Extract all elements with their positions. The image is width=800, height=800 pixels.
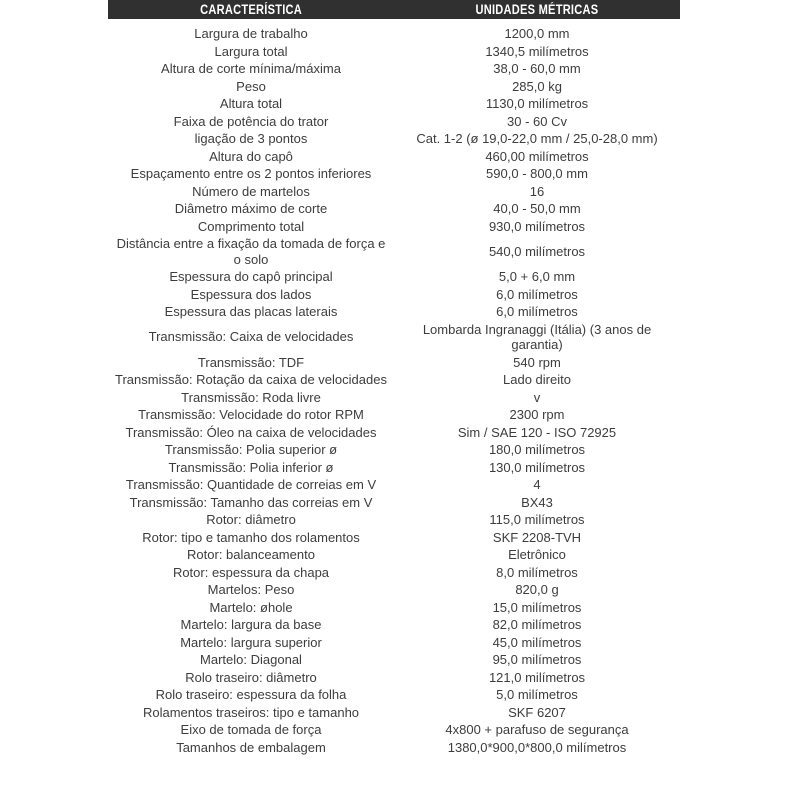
characteristic-cell: Martelo: largura superior: [180, 634, 322, 650]
value-cell: 2300 rpm: [509, 407, 565, 422]
table-row: [108, 529, 680, 547]
value-cell: 121,0 milímetros: [488, 669, 586, 685]
value-cell: 30 - 60 Cv: [507, 113, 567, 129]
value-cell: 1200,0 mm: [504, 26, 570, 41]
table-row: [108, 721, 680, 739]
table-header-row: [108, 0, 680, 19]
characteristic-cell: Martelos: Peso: [207, 582, 295, 597]
table-row: [108, 95, 680, 113]
header-characteristic: [108, 0, 394, 19]
table-row: [108, 371, 680, 389]
value-cell: 130,0 milímetros: [488, 459, 586, 475]
characteristic-cell: ligação de 3 pontos: [194, 131, 308, 146]
characteristic-cell: Espessura das placas laterais: [164, 304, 338, 319]
table-row: [108, 406, 680, 424]
value-cell: 8,0 milímetros: [496, 564, 578, 580]
table-row: [108, 200, 680, 218]
characteristic-cell: Eixo de tomada de força: [180, 722, 322, 737]
value-cell: 1340,5 milímetros: [485, 43, 589, 59]
characteristic-cell: Rotor: diâmetro: [206, 512, 296, 527]
characteristic-cell: Rolo traseiro: diâmetro: [185, 669, 317, 685]
table-row: [108, 113, 680, 131]
value-cell: Eletrônico: [508, 547, 566, 562]
value-cell: 5,0 + 6,0 mm: [498, 269, 576, 284]
characteristic-cell: Rolamentos traseiros: tipo e tamanho: [142, 704, 360, 720]
value-cell: 285,0 kg: [512, 78, 562, 94]
value-cell: 38,0 - 60,0 mm: [493, 61, 581, 76]
table-row: [108, 546, 680, 564]
table-row: [108, 494, 680, 512]
table-row: [108, 651, 680, 669]
table-row: [108, 581, 680, 599]
characteristic-cell: Diâmetro máximo de corte: [174, 201, 328, 216]
table-row: [108, 354, 680, 372]
table-row: [108, 165, 680, 183]
value-cell: 460,00 milímetros: [485, 148, 589, 164]
spec-table-body: [108, 19, 680, 756]
characteristic-cell: Martelo: øhole: [209, 599, 293, 615]
header-characteristic-label: CARACTERÍSTICA: [200, 2, 302, 17]
characteristic-cell: Faixa de potência do trator: [173, 113, 329, 129]
value-cell: 1380,0*900,0*800,0 milímetros: [447, 739, 627, 755]
table-row: [108, 441, 680, 459]
characteristic-cell: Distância entre a fixação da tomada de força e o solo: [116, 236, 386, 267]
table-row: [108, 218, 680, 236]
characteristic-cell: Largura de trabalho: [194, 26, 308, 41]
table-row: [108, 424, 680, 442]
table-row: [108, 60, 680, 78]
value-cell: 590,0 - 800,0 mm: [486, 166, 588, 181]
value-cell: 15,0 milímetros: [492, 599, 582, 615]
characteristic-cell: Altura de corte mínima/máxima: [161, 61, 341, 76]
table-row: [108, 235, 680, 268]
value-cell: 930,0 milímetros: [488, 218, 586, 234]
spec-table: [108, 0, 680, 756]
characteristic-cell: Comprimento total: [197, 218, 305, 234]
value-cell: Cat. 1-2 (ø 19,0-22,0 mm / 25,0-28,0 mm): [416, 131, 658, 146]
table-row: [108, 183, 680, 201]
table-row: [108, 43, 680, 61]
value-cell: 115,0 milímetros: [489, 512, 585, 527]
characteristic-cell: Espessura do capô principal: [169, 269, 333, 284]
table-row: [108, 459, 680, 477]
characteristic-cell: Espaçamento entre os 2 pontos inferiores: [130, 166, 372, 181]
value-cell: v: [533, 389, 541, 405]
table-row: [108, 669, 680, 687]
value-cell: 6,0 milímetros: [496, 286, 578, 302]
table-row: [108, 686, 680, 704]
value-cell: SKF 6207: [508, 704, 566, 720]
characteristic-cell: Martelo: Diagonal: [200, 652, 302, 667]
value-cell: 40,0 - 50,0 mm: [493, 201, 581, 216]
value-cell: 95,0 milímetros: [492, 652, 582, 667]
characteristic-cell: Tamanhos de embalagem: [176, 739, 326, 755]
value-cell: 6,0 milímetros: [496, 304, 578, 319]
table-row: [108, 389, 680, 407]
value-cell: 540 rpm: [513, 354, 561, 370]
characteristic-cell: Transmissão: Tamanho das correias em V: [129, 494, 373, 510]
table-row: [108, 78, 680, 96]
table-row: [108, 616, 680, 634]
table-row: [108, 303, 680, 321]
characteristic-cell: Transmissão: Óleo na caixa de velocidades: [125, 424, 377, 440]
value-cell: 16: [529, 183, 545, 199]
characteristic-cell: Largura total: [214, 43, 288, 59]
value-cell: Lado direito: [503, 372, 571, 387]
characteristic-cell: Transmissão: Caixa de velocidades: [148, 329, 354, 345]
table-row: [108, 476, 680, 494]
characteristic-cell: Transmissão: Roda livre: [181, 389, 321, 405]
characteristic-cell: Rolo traseiro: espessura da folha: [155, 687, 347, 702]
value-cell: SKF 2208-TVH: [492, 529, 582, 545]
value-cell: 4: [533, 477, 541, 492]
characteristic-cell: Transmissão: Polia inferior ø: [168, 459, 334, 475]
value-cell: 5,0 milímetros: [496, 687, 578, 702]
value-cell: 82,0 milímetros: [492, 617, 582, 632]
header-metric-units-label: UNIDADES MÉTRICAS: [475, 2, 599, 17]
header-metric-units: [394, 0, 680, 19]
table-row: [108, 130, 680, 148]
characteristic-cell: Altura total: [219, 96, 283, 111]
value-cell: BX43: [521, 494, 553, 510]
table-row: [108, 148, 680, 166]
characteristic-cell: Número de martelos: [192, 183, 310, 199]
characteristic-cell: Espessura dos lados: [190, 286, 312, 302]
table-row: [108, 599, 680, 617]
characteristic-cell: Rotor: espessura da chapa: [172, 564, 330, 580]
characteristic-cell: Transmissão: Rotação da caixa de velocidades: [115, 372, 387, 387]
value-cell: 4x800 + parafuso de segurança: [445, 722, 629, 737]
characteristic-cell: Rotor: tipo e tamanho dos rolamentos: [142, 529, 360, 545]
characteristic-cell: Altura do capô: [209, 148, 293, 164]
characteristic-cell: Rotor: balanceamento: [187, 547, 315, 562]
value-cell: 820,0 g: [515, 582, 559, 597]
characteristic-cell: Martelo: largura da base: [180, 617, 322, 632]
characteristic-cell: Transmissão: Polia superior ø: [164, 442, 338, 457]
table-row: [108, 286, 680, 304]
characteristic-cell: Peso: [236, 78, 266, 94]
table-row: [108, 704, 680, 722]
table-row: [108, 268, 680, 286]
characteristic-cell: Transmissão: Quantidade de correias em V: [125, 477, 377, 492]
characteristic-cell: Transmissão: TDF: [197, 354, 305, 370]
characteristic-cell: Transmissão: Velocidade do rotor RPM: [138, 407, 364, 422]
value-cell: 45,0 milímetros: [492, 634, 582, 650]
value-cell: 1130,0 milímetros: [485, 96, 589, 111]
value-cell: 180,0 milímetros: [488, 442, 586, 457]
value-cell: Lombarda Ingranaggi (Itália) (3 anos de garantia): [422, 321, 652, 352]
table-row: [108, 511, 680, 529]
table-row: [108, 634, 680, 652]
table-row: [108, 564, 680, 582]
value-cell: Sim / SAE 120 - ISO 72925: [457, 424, 617, 440]
value-cell: 540,0 milímetros: [488, 243, 586, 259]
table-row: [108, 19, 680, 43]
table-row: [108, 321, 680, 354]
table-row: [108, 739, 680, 757]
